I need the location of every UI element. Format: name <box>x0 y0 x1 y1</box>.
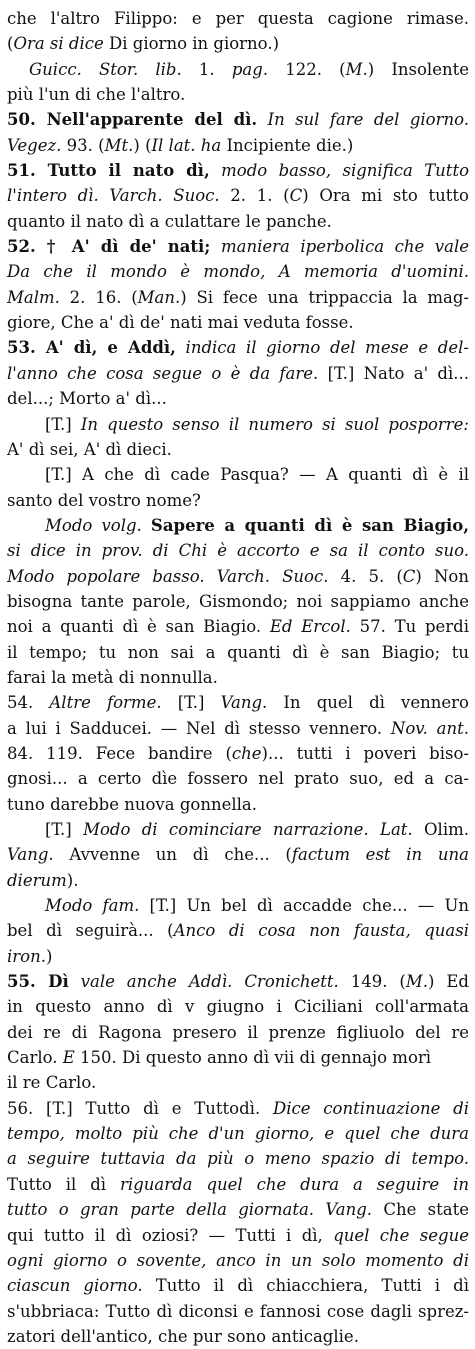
text-segment: [T.] <box>161 693 221 713</box>
text-segment: Ed Ercol. <box>269 617 351 637</box>
text-segment: noi a quanti dì è san Biagio. <box>7 617 270 637</box>
text-segment: quanto il nato dì a culattare le panche. <box>7 211 332 231</box>
text-segment <box>210 237 221 256</box>
text-line <box>7 1197 469 1222</box>
text-segment: che l'altro Filippo: e per questa cagione rimase. <box>7 9 469 28</box>
text-line <box>7 716 469 741</box>
text-segment: gnosi... a certo dìe fossero nel prato suo, ed a ca- <box>7 769 469 789</box>
text-segment: In questo senso il numero si suol posporre: <box>80 414 469 434</box>
text-segment: a lui i Sadducei. — Nel dì stesso vennero. <box>7 718 391 738</box>
text-line <box>7 183 469 208</box>
text-segment: ) Insolente <box>367 59 469 79</box>
text-segment: 55. Dì <box>7 972 69 992</box>
text-segment: ) ( <box>133 135 152 155</box>
text-line <box>7 564 469 589</box>
text-segment: riguarda quel che dura a seguire in <box>120 1174 469 1194</box>
text-segment: maniera iperbolica che vale <box>220 237 469 257</box>
text-segment: modo basso, significa Tutto <box>221 161 470 181</box>
text-segment: bel dì seguirà... ( <box>7 921 174 941</box>
text-line <box>7 1096 469 1121</box>
text-line <box>7 259 469 284</box>
text-segment: 52. † A' dì de' nati; <box>7 237 211 257</box>
text-segment: iron. <box>7 946 46 966</box>
text-line <box>7 1172 469 1197</box>
text-line <box>7 107 469 132</box>
text-line <box>7 817 469 842</box>
text-segment <box>142 516 151 535</box>
text-line <box>7 1121 469 1146</box>
text-segment: [T.] Un bel dì accadde che... — Un <box>139 896 469 916</box>
text-line <box>7 1045 469 1070</box>
text-line <box>7 741 469 766</box>
text-segment: dierum <box>7 870 67 890</box>
text-segment: Mt. <box>104 135 134 155</box>
text-segment: farai la metà di nonnulla. <box>7 667 218 687</box>
text-segment: l'intero dì. Varch. Suoc. <box>7 186 220 206</box>
text-line <box>7 842 469 867</box>
text-segment: Incipiente die.) <box>221 135 354 155</box>
text-segment: 57. Tu perdi <box>350 617 470 637</box>
text-line <box>7 285 469 310</box>
text-line <box>7 310 469 335</box>
text-line <box>7 462 469 487</box>
text-segment: giore, Che a' dì de' nati mai veduta fosse. <box>7 313 354 333</box>
text-segment: Avvenne un dì che... ( <box>53 845 292 865</box>
text-segment: ciascun giorno. <box>7 1276 143 1296</box>
text-segment: s'ubbriaca: Tutto dì diconsi e fannosi cose dagli sprez- <box>7 1301 469 1321</box>
text-segment: 122. ( <box>268 59 346 79</box>
text-line <box>7 893 469 918</box>
text-line <box>7 1273 469 1298</box>
text-segment: Modo volg. <box>45 515 142 535</box>
text-segment: Nov. ant. <box>390 718 469 738</box>
text-segment: santo del vostro nome? <box>7 490 201 510</box>
text-segment: 4. 5. ( <box>328 566 403 586</box>
text-line <box>7 640 469 665</box>
text-segment: del...; Morto a' dì... <box>7 389 167 409</box>
text-segment <box>210 161 221 180</box>
text-segment <box>257 110 267 129</box>
text-segment <box>69 972 81 991</box>
text-segment: ). <box>66 870 79 890</box>
text-segment: 2. 1. ( <box>219 186 290 206</box>
text-line <box>7 766 469 791</box>
text-line <box>7 792 469 817</box>
text-segment: M. <box>345 59 368 79</box>
text-segment: C <box>402 566 416 586</box>
text-segment: 1. <box>181 59 232 79</box>
text-segment: [T.] <box>45 820 84 839</box>
text-line <box>7 1146 469 1171</box>
text-segment: dei re di Ragona presero il prenze figliuolo del re <box>7 1022 469 1042</box>
text-segment: tutto o gran parte della giornata. Vang. <box>7 1200 373 1220</box>
text-segment: 150. Di questo anno dì vii di gennajo morì <box>74 1048 432 1068</box>
text-segment: [T.] Nato a' dì... <box>318 363 469 383</box>
text-segment: factum est in una <box>291 845 469 865</box>
text-line <box>7 665 469 690</box>
text-line <box>7 1070 469 1095</box>
text-line <box>7 994 469 1019</box>
text-line <box>7 1223 469 1248</box>
text-segment: qui tutto il dì oziosi? — Tutti i dì, <box>7 1225 334 1245</box>
text-segment: Sapere a quanti dì è san Biagio, <box>150 515 470 535</box>
text-line <box>7 57 469 82</box>
text-segment: 54. <box>7 693 50 713</box>
text-segment: 84. 119. Fece bandire ( <box>7 743 232 763</box>
text-segment: In quel dì vennero <box>267 693 469 713</box>
text-segment: Carlo. <box>7 1048 63 1068</box>
text-segment: indica il giorno del mese e del- <box>185 338 469 358</box>
text-segment: Modo di cominciare narrazione. Lat. <box>83 820 413 839</box>
text-segment: 50. Nell'apparente del dì. <box>7 110 258 130</box>
text-segment: Anco di cosa non fausta, quasi <box>173 921 469 941</box>
text-segment: In sul fare del giorno. <box>267 110 469 130</box>
text-segment: 53. A' dì, e Addì, <box>7 338 176 358</box>
text-segment: 51. Tutto il nato dì, <box>7 161 210 181</box>
text-segment: 93. ( <box>61 135 105 155</box>
text-line <box>7 538 469 563</box>
text-segment: l'anno che cosa segue o è da fare. <box>7 363 319 383</box>
text-segment: 149. ( <box>338 972 406 992</box>
text-segment: Malm. <box>7 287 60 307</box>
text-segment: E <box>62 1048 75 1068</box>
text-segment: Modo popolare basso. Varch. Suoc. <box>7 566 329 586</box>
text-segment: quel che segue <box>333 1225 469 1245</box>
text-line <box>7 6 469 31</box>
text-line <box>7 209 469 234</box>
text-segment: Vang. <box>7 845 54 865</box>
text-segment: 56. [T.] Tutto dì e Tuttodì. <box>7 1098 273 1118</box>
text-line <box>7 82 469 107</box>
text-segment: [T.] <box>45 414 81 434</box>
text-segment: Il lat. ha <box>151 135 222 155</box>
text-line <box>7 969 469 994</box>
text-line <box>7 488 469 513</box>
text-segment: Man. <box>137 287 181 307</box>
text-segment: il re Carlo. <box>7 1073 97 1093</box>
text-segment: Olim. <box>412 820 469 839</box>
text-segment: zatori dell'antico, che pur sono anticaglie. <box>7 1326 359 1346</box>
text-segment: Ora si dice <box>13 34 104 54</box>
text-line <box>7 944 469 969</box>
text-segment: pag. <box>231 59 269 79</box>
text-segment: ogni giorno o sovente, anco in un solo momento di <box>7 1250 469 1270</box>
text-segment: ) Ed <box>428 972 469 992</box>
text-line <box>7 868 469 893</box>
text-segment: si dice in prov. di Chi è accorto e sa il conto suo. <box>7 541 469 561</box>
text-segment: a seguire tuttavia da più o meno spazio di tempo. <box>7 1149 469 1169</box>
text-line <box>7 513 469 538</box>
text-segment: Altre forme. <box>49 693 162 713</box>
text-segment: Guicc. Stor. lib. <box>29 59 182 79</box>
text-segment: Di giorno in giorno.) <box>103 34 280 54</box>
text-segment: ) Non <box>415 566 469 586</box>
text-segment: Da che il mondo è mondo, A memoria d'uomini. <box>7 262 469 282</box>
text-segment: Vang. <box>220 693 268 713</box>
text-line <box>7 1299 469 1324</box>
text-segment: ( <box>7 34 14 54</box>
text-line <box>7 437 469 462</box>
text-line <box>7 614 469 639</box>
text-segment: Modo fam. <box>45 896 140 916</box>
text-line <box>7 690 469 715</box>
text-segment: Dice continuazione di <box>272 1098 469 1118</box>
text-line <box>7 1324 469 1349</box>
text-line <box>7 133 469 158</box>
text-line <box>7 234 469 259</box>
text-segment: ) Ora mi sto tutto <box>302 186 469 206</box>
text-line <box>7 918 469 943</box>
text-segment: [T.] A che dì cade Pasqua? — A quanti dì è il <box>45 465 469 485</box>
text-segment: ) <box>45 946 53 966</box>
text-segment: che <box>231 743 262 763</box>
text-segment: più l'un di che l'altro. <box>7 85 186 105</box>
text-line <box>7 361 469 386</box>
text-segment: C <box>289 186 303 206</box>
text-segment: tempo, molto più che d'un giorno, e quel che dura <box>7 1124 469 1144</box>
text-line <box>7 335 469 360</box>
text-segment <box>176 338 186 357</box>
text-segment: M. <box>405 972 428 992</box>
text-segment: Vegez. <box>7 135 62 155</box>
text-segment: in questo anno dì v giugno i Ciciliani coll'armata <box>7 997 469 1017</box>
text-line <box>7 386 469 411</box>
dictionary-entry-text <box>7 6 469 1349</box>
text-line <box>7 412 469 437</box>
text-segment: tuno darebbe nuova gonnella. <box>7 794 257 814</box>
text-segment: )... tutti i poveri biso- <box>261 743 469 763</box>
text-segment: 2. 16. ( <box>59 287 138 307</box>
text-line <box>7 1248 469 1273</box>
text-segment: il tempo; tu non sai a quanti dì è san Biagio; tu <box>7 642 469 662</box>
text-segment: Che state <box>372 1200 469 1220</box>
text-segment: vale anche Addì. Cronichett. <box>80 972 339 992</box>
text-segment: Tutto il dì chiacchiera, Tutti i dì <box>142 1276 469 1296</box>
text-segment: bisogna tante parole, Gismondo; noi sappiamo anche <box>7 591 469 611</box>
text-segment: A' dì sei, A' dì dieci. <box>7 439 172 459</box>
text-line <box>7 158 469 183</box>
text-segment: Tutto il dì <box>7 1174 121 1194</box>
text-line <box>7 1020 469 1045</box>
text-line <box>7 589 469 614</box>
text-segment: ) Si fece una trippaccia la mag- <box>180 287 469 307</box>
text-line <box>7 31 469 56</box>
